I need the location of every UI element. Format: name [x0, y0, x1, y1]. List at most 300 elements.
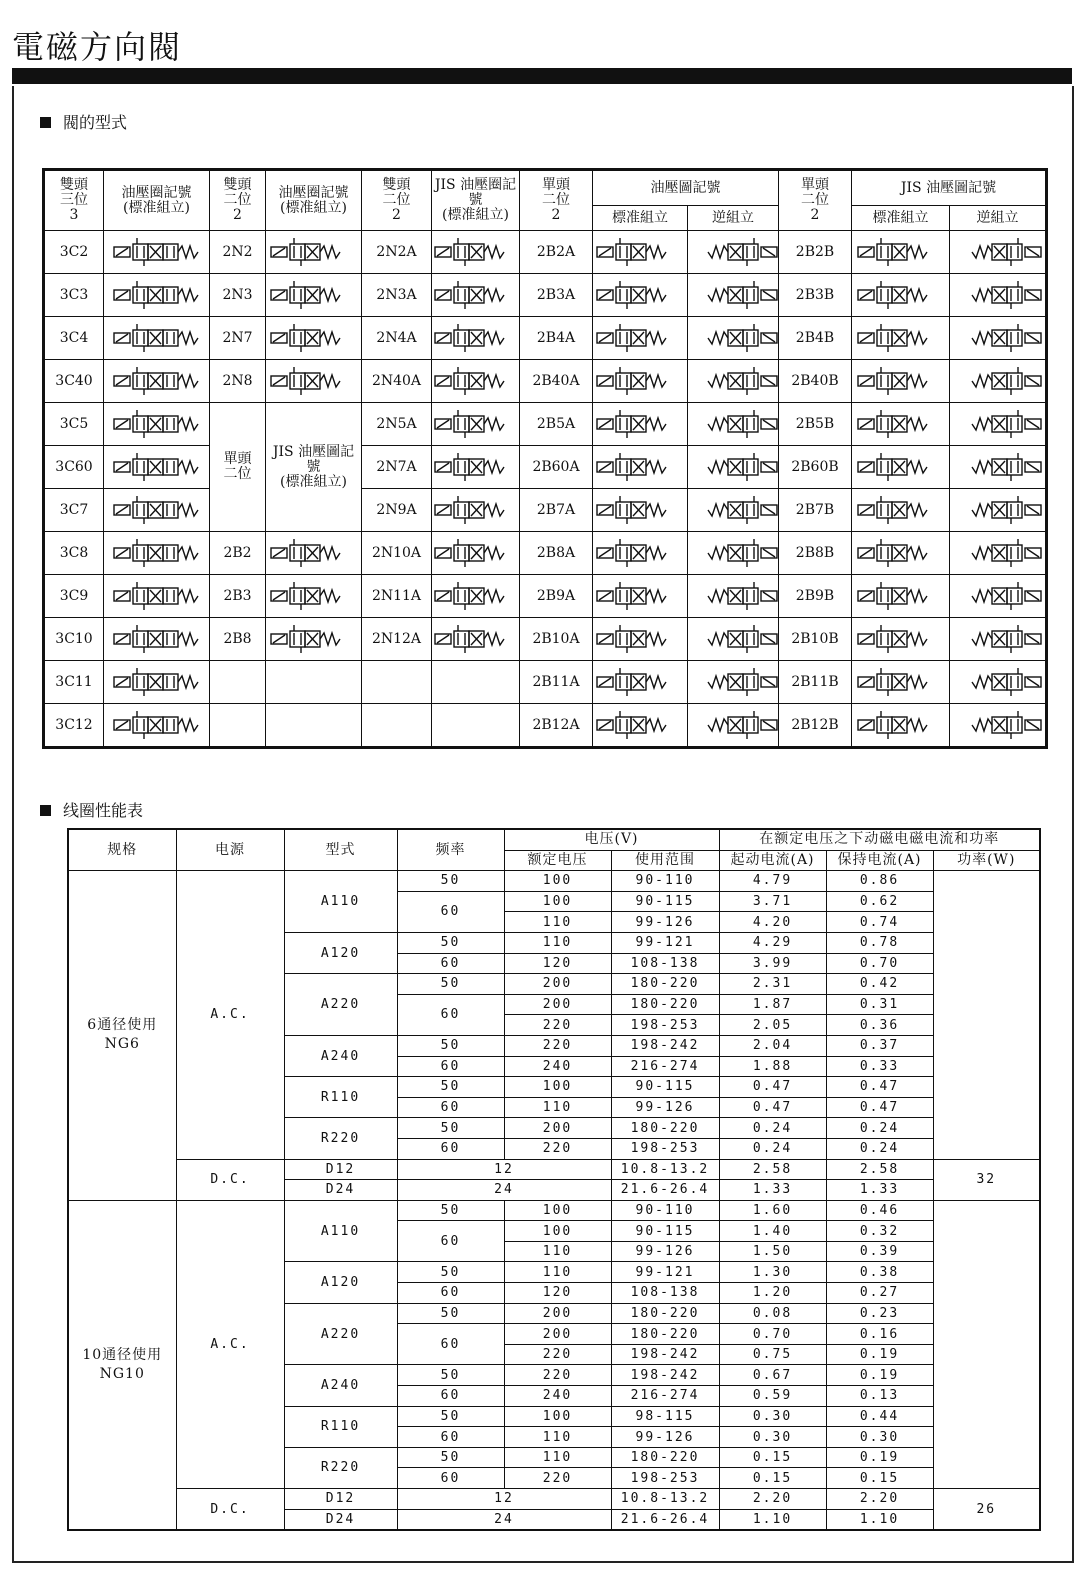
hold-current: 0.47	[826, 1097, 933, 1118]
frequency: 50	[397, 1118, 504, 1139]
rated-voltage: 110	[504, 1241, 611, 1262]
rated-voltage: 120	[504, 1283, 611, 1304]
valve-symbol-icon	[952, 664, 1044, 700]
hold-current: 0.36	[826, 1015, 933, 1036]
valve-symbol-icon	[111, 406, 203, 442]
header-power: 电源	[176, 829, 284, 871]
valve-symbol-icon	[594, 621, 686, 657]
spec-cell	[68, 871, 176, 1201]
hold-current: 0.74	[826, 912, 933, 933]
header-symbol-std	[266, 170, 362, 231]
hold-current: 2.58	[826, 1159, 933, 1180]
valve-symbol-cell	[266, 317, 362, 360]
header-jis-symbol-group: JIS 油壓圖記號	[852, 170, 1047, 206]
header-symbol-group: 油壓圖記號	[593, 170, 779, 206]
start-current: 0.67	[719, 1365, 826, 1386]
start-current: 0.24	[719, 1118, 826, 1139]
model-2na: 2N10A	[362, 532, 432, 575]
hold-current: 1.33	[826, 1180, 933, 1201]
rated-voltage: 200	[504, 994, 611, 1015]
valve-symbol-icon	[855, 234, 947, 270]
model-2na: 2N5A	[362, 403, 432, 446]
valve-symbol-icon	[594, 535, 686, 571]
rated-voltage: 200	[504, 974, 611, 995]
rated-voltage: 220	[504, 1468, 611, 1489]
model-2ba: 2B10A	[520, 618, 593, 661]
valve-symbol-cell	[950, 403, 1047, 446]
valve-symbol-icon	[432, 578, 520, 614]
hold-current: 0.44	[826, 1406, 933, 1427]
model-2ba: 2B12A	[520, 704, 593, 748]
start-current: 4.20	[719, 912, 826, 933]
model-2n: 2N8	[210, 360, 266, 403]
valve-symbol-icon	[111, 492, 203, 528]
valve-symbol-icon	[594, 707, 686, 743]
valve-header-row	[44, 170, 1047, 206]
hold-current: 0.70	[826, 953, 933, 974]
valve-symbol-cell	[688, 360, 779, 403]
voltage-range: 108-138	[611, 953, 719, 974]
valve-row	[44, 274, 1047, 317]
rated-voltage: 100	[504, 1200, 611, 1221]
valve-symbol-cell	[104, 661, 210, 704]
power-dc: D.C.	[176, 1489, 284, 1531]
valve-symbol-cell	[266, 274, 362, 317]
header-symbol-std-line: 油壓圈記號	[278, 184, 349, 201]
valve-symbol-cell	[688, 704, 779, 748]
valve-symbol-cell	[104, 618, 210, 661]
valve-symbol-icon	[688, 363, 779, 399]
header-double-2pos-line: 雙頭	[382, 177, 411, 193]
coil-type: D12	[284, 1489, 397, 1510]
valve-symbol-cell	[688, 618, 779, 661]
hold-current: 0.33	[826, 1056, 933, 1077]
valve-symbol-icon	[432, 277, 520, 313]
header-double-2pos	[362, 170, 432, 231]
header-voltage: 电压(V)	[504, 829, 719, 850]
valve-symbol-cell	[266, 231, 362, 274]
valve-symbol-icon	[268, 363, 360, 399]
valve-symbol-icon	[952, 406, 1044, 442]
start-current: 0.47	[719, 1077, 826, 1098]
start-current: 0.47	[719, 1097, 826, 1118]
valve-symbol-icon	[111, 234, 203, 270]
valve-symbol-cell	[688, 403, 779, 446]
model-2na: 2N9A	[362, 489, 432, 532]
coil-header-row	[68, 829, 1040, 850]
voltage-range: 99-126	[611, 1241, 719, 1262]
header-power-watt: 功率(W)	[933, 850, 1040, 871]
valve-symbol-icon	[594, 578, 686, 614]
valve-symbol-icon	[688, 449, 779, 485]
model-2ba: 2B4A	[520, 317, 593, 360]
valve-symbol-cell	[950, 532, 1047, 575]
model-3c: 3C40	[44, 360, 104, 403]
valve-symbol-cell	[688, 446, 779, 489]
voltage-range: 180-220	[611, 1303, 719, 1324]
rated-voltage: 110	[504, 912, 611, 933]
valve-symbol-icon	[594, 363, 686, 399]
valve-symbol-cell	[950, 317, 1047, 360]
valve-symbol-cell	[688, 489, 779, 532]
rated-voltage: 100	[504, 891, 611, 912]
start-current: 4.29	[719, 932, 826, 953]
voltage-range: 180-220	[611, 1324, 719, 1345]
valve-symbol-cell	[950, 231, 1047, 274]
voltage-range: 198-242	[611, 1365, 719, 1386]
rated-voltage: 220	[504, 1015, 611, 1036]
jis-note	[266, 403, 362, 532]
voltage-range: 99-121	[611, 932, 719, 953]
coil-type: A120	[284, 932, 397, 973]
header-single-2pos-line: 單頭	[801, 177, 829, 193]
start-current: 2.20	[719, 1489, 826, 1510]
header-single-2pos-line: 二位	[801, 192, 829, 208]
rated-voltage: 120	[504, 953, 611, 974]
hold-current: 0.42	[826, 974, 933, 995]
valve-row	[44, 618, 1047, 661]
header-reverse: 逆組立	[688, 206, 779, 231]
rated-voltage: 100	[504, 1406, 611, 1427]
model-2ba: 2B60A	[520, 446, 593, 489]
header-single-2pos-line: 單頭	[542, 177, 570, 193]
valve-symbol-cell	[432, 575, 520, 618]
voltage-range: 21.6-26.4	[611, 1180, 719, 1201]
model-2ba: 2B8A	[520, 532, 593, 575]
start-current: 0.08	[719, 1303, 826, 1324]
rated-voltage: 100	[504, 1077, 611, 1098]
header-double-2pos-line: 二位	[382, 192, 411, 208]
model-3c: 3C11	[44, 661, 104, 704]
valve-symbol-icon	[432, 492, 520, 528]
model-2bb: 2B9B	[779, 575, 852, 618]
start-current: 0.59	[719, 1386, 826, 1407]
valve-symbol-icon	[432, 621, 520, 657]
model-2bb: 2B12B	[779, 704, 852, 748]
coil-row	[68, 871, 1040, 892]
valve-type-table	[42, 168, 1048, 749]
header-rated-voltage: 额定电压	[504, 850, 611, 871]
voltage-range: 216-274	[611, 1056, 719, 1077]
valve-symbol-icon	[952, 535, 1044, 571]
hold-current: 0.32	[826, 1221, 933, 1242]
frequency: 50	[397, 871, 504, 892]
valve-symbol-cell	[104, 575, 210, 618]
header-jis-symbol-std-line: JIS 油壓圈記號	[434, 177, 517, 208]
model-2ba: 2B40A	[520, 360, 593, 403]
valve-symbol-cell	[593, 575, 688, 618]
frequency: 60	[397, 891, 504, 932]
start-current: 0.75	[719, 1344, 826, 1365]
hold-current: 0.86	[826, 871, 933, 892]
rated-voltage: 12	[397, 1489, 611, 1510]
start-current: 0.15	[719, 1447, 826, 1468]
valve-symbol-cell	[432, 231, 520, 274]
model-2bb: 2B10B	[779, 618, 852, 661]
valve-symbol-icon	[952, 277, 1044, 313]
valve-symbol-cell	[950, 489, 1047, 532]
hold-current: 0.23	[826, 1303, 933, 1324]
valve-symbol-icon	[855, 320, 947, 356]
header-double-3pos-line: 雙頭	[60, 177, 88, 193]
valve-symbol-cell	[688, 231, 779, 274]
valve-symbol-cell	[852, 231, 950, 274]
valve-symbol-icon	[594, 277, 686, 313]
valve-symbol-icon	[688, 578, 779, 614]
voltage-range: 99-126	[611, 1427, 719, 1448]
square-bullet-icon	[40, 117, 51, 128]
valve-symbol-icon	[432, 535, 520, 571]
start-current: 0.30	[719, 1406, 826, 1427]
hold-current: 2.20	[826, 1489, 933, 1510]
valve-row	[44, 317, 1047, 360]
valve-symbol-icon	[432, 406, 520, 442]
coil-performance-table	[67, 828, 1041, 1531]
start-current: 1.60	[719, 1200, 826, 1221]
single-2pos-note-line: 二位	[223, 466, 252, 482]
valve-symbol-cell	[432, 403, 520, 446]
coil-type: A220	[284, 1303, 397, 1365]
hold-current: 0.31	[826, 994, 933, 1015]
valve-symbol-cell	[852, 661, 950, 704]
valve-symbol-icon	[268, 234, 360, 270]
coil-type: A110	[284, 1200, 397, 1262]
valve-symbol-cell	[593, 618, 688, 661]
model-3c: 3C12	[44, 704, 104, 748]
model-2bb: 2B7B	[779, 489, 852, 532]
hold-current: 0.78	[826, 932, 933, 953]
model-2na: 2N3A	[362, 274, 432, 317]
frequency: 50	[397, 1262, 504, 1283]
model-2ba: 2B7A	[520, 489, 593, 532]
valve-row	[44, 575, 1047, 618]
model-3c: 3C2	[44, 231, 104, 274]
rated-voltage: 100	[504, 871, 611, 892]
valve-symbol-cell	[593, 661, 688, 704]
header-frequency: 频率	[397, 829, 504, 871]
valve-symbol-cell	[852, 489, 950, 532]
valve-symbol-icon	[855, 621, 947, 657]
valve-symbol-icon	[688, 277, 779, 313]
hold-current: 0.24	[826, 1118, 933, 1139]
coil-type: A240	[284, 1365, 397, 1406]
header-symbol-std-line: (標准組立)	[123, 199, 190, 216]
valve-symbol-icon	[688, 320, 779, 356]
valve-symbol-icon	[688, 664, 779, 700]
valve-symbol-icon	[432, 363, 520, 399]
valve-symbol-cell	[593, 489, 688, 532]
hold-current: 0.16	[826, 1324, 933, 1345]
spec-cell	[68, 1200, 176, 1530]
rated-voltage: 24	[397, 1180, 611, 1201]
valve-symbol-cell	[852, 274, 950, 317]
valve-symbol-cell	[432, 532, 520, 575]
valve-symbol-icon	[952, 449, 1044, 485]
header-double-3pos-line: 3	[69, 207, 79, 223]
header-current-group: 在额定电压之下动磁电磁电流和功率	[719, 829, 1040, 850]
coil-type: R220	[284, 1118, 397, 1159]
voltage-range: 198-253	[611, 1468, 719, 1489]
valve-symbol-icon	[268, 535, 360, 571]
voltage-range: 90-115	[611, 891, 719, 912]
valve-symbol-icon	[111, 363, 203, 399]
valve-symbol-cell	[432, 618, 520, 661]
valve-row	[44, 661, 1047, 704]
frequency: 50	[397, 1406, 504, 1427]
model-2n: 2N7	[210, 317, 266, 360]
rated-voltage: 200	[504, 1303, 611, 1324]
valve-symbol-icon	[688, 707, 779, 743]
valve-symbol-cell	[950, 274, 1047, 317]
empty-cell	[266, 661, 362, 704]
model-2n: 2B3	[210, 575, 266, 618]
header-type: 型式	[284, 829, 397, 871]
valve-symbol-icon	[688, 621, 779, 657]
frequency: 50	[397, 932, 504, 953]
start-current: 0.70	[719, 1324, 826, 1345]
hold-current: 0.19	[826, 1344, 933, 1365]
valve-symbol-cell	[266, 360, 362, 403]
header-jis-symbol-std	[432, 170, 520, 231]
valve-symbol-icon	[855, 707, 947, 743]
valve-symbol-cell	[432, 274, 520, 317]
frequency: 50	[397, 1035, 504, 1056]
valve-symbol-cell	[266, 575, 362, 618]
header-double-2pos-line: 2	[233, 207, 242, 223]
start-current: 4.79	[719, 871, 826, 892]
valve-symbol-icon	[432, 320, 520, 356]
valve-symbol-cell	[688, 274, 779, 317]
valve-symbol-cell	[104, 317, 210, 360]
voltage-range: 90-115	[611, 1077, 719, 1098]
valve-symbol-cell	[104, 360, 210, 403]
empty-cell	[266, 704, 362, 748]
voltage-range: 90-115	[611, 1221, 719, 1242]
model-2ba: 2B2A	[520, 231, 593, 274]
header-double-3pos-line: 三位	[60, 192, 88, 208]
frequency: 50	[397, 1447, 504, 1468]
rated-voltage: 220	[504, 1035, 611, 1056]
frequency: 50	[397, 1200, 504, 1221]
valve-symbol-icon	[952, 578, 1044, 614]
start-current: 1.10	[719, 1509, 826, 1530]
valve-symbol-icon	[268, 277, 360, 313]
valve-row	[44, 403, 1047, 446]
model-2bb: 2B5B	[779, 403, 852, 446]
coil-type: R220	[284, 1447, 397, 1488]
rated-voltage: 200	[504, 1118, 611, 1139]
hold-current: 0.30	[826, 1427, 933, 1448]
frequency: 60	[397, 1097, 504, 1118]
power-ac: A.C.	[176, 871, 284, 1159]
valve-symbol-cell	[593, 446, 688, 489]
valve-symbol-icon	[688, 406, 779, 442]
rated-voltage: 220	[504, 1138, 611, 1159]
valve-symbol-icon	[111, 621, 203, 657]
valve-symbol-cell	[688, 661, 779, 704]
jis-note-line: (標准組立)	[280, 473, 347, 490]
valve-symbol-cell	[950, 661, 1047, 704]
valve-symbol-cell	[852, 618, 950, 661]
start-current: 2.05	[719, 1015, 826, 1036]
rated-voltage: 240	[504, 1386, 611, 1407]
valve-symbol-icon	[855, 578, 947, 614]
hold-current: 0.62	[826, 891, 933, 912]
header-reverse: 逆組立	[950, 206, 1047, 231]
power-watt-empty	[933, 1200, 1040, 1488]
valve-symbol-cell	[688, 575, 779, 618]
valve-symbol-cell	[432, 489, 520, 532]
voltage-range: 198-253	[611, 1138, 719, 1159]
valve-symbol-icon	[594, 449, 686, 485]
frequency: 50	[397, 1365, 504, 1386]
start-current: 1.88	[719, 1056, 826, 1077]
rated-voltage: 110	[504, 1427, 611, 1448]
valve-symbol-icon	[268, 621, 360, 657]
header-symbol-std-line: (標准組立)	[280, 199, 347, 216]
valve-symbol-cell	[852, 403, 950, 446]
hold-current: 0.39	[826, 1241, 933, 1262]
rated-voltage: 220	[504, 1344, 611, 1365]
hold-current: 0.38	[826, 1262, 933, 1283]
rated-voltage: 110	[504, 1447, 611, 1468]
valve-symbol-cell	[104, 403, 210, 446]
frequency: 60	[397, 1386, 504, 1407]
valve-symbol-icon	[952, 707, 1044, 743]
single-2pos-note	[210, 403, 266, 532]
hold-current: 0.19	[826, 1447, 933, 1468]
start-current: 2.31	[719, 974, 826, 995]
rated-voltage: 24	[397, 1509, 611, 1530]
single-2pos-note-line: 單頭	[223, 451, 252, 467]
valve-symbol-icon	[594, 492, 686, 528]
model-2ba: 2B11A	[520, 661, 593, 704]
model-2ba: 2B9A	[520, 575, 593, 618]
model-3c: 3C7	[44, 489, 104, 532]
frequency: 50	[397, 1303, 504, 1324]
empty-cell	[210, 661, 266, 704]
voltage-range: 98-115	[611, 1406, 719, 1427]
coil-type: A220	[284, 974, 397, 1036]
valve-symbol-icon	[952, 234, 1044, 270]
coil-row	[68, 1489, 1040, 1510]
valve-symbol-icon	[855, 277, 947, 313]
frequency: 60	[397, 1324, 504, 1365]
model-2bb: 2B60B	[779, 446, 852, 489]
valve-symbol-icon	[111, 664, 203, 700]
hold-current: 0.15	[826, 1468, 933, 1489]
valve-symbol-icon	[952, 363, 1044, 399]
voltage-range: 10.8-13.2	[611, 1489, 719, 1510]
voltage-range: 180-220	[611, 1447, 719, 1468]
valve-symbol-icon	[855, 492, 947, 528]
voltage-range: 198-242	[611, 1035, 719, 1056]
model-2n: 2N2	[210, 231, 266, 274]
valve-row	[44, 532, 1047, 575]
frequency: 50	[397, 974, 504, 995]
voltage-range: 108-138	[611, 1283, 719, 1304]
valve-symbol-icon	[111, 578, 203, 614]
valve-symbol-cell	[432, 360, 520, 403]
rated-voltage: 12	[397, 1159, 611, 1180]
rated-voltage: 110	[504, 1097, 611, 1118]
valve-symbol-cell	[593, 532, 688, 575]
valve-symbol-cell	[852, 360, 950, 403]
empty-cell	[210, 704, 266, 748]
coil-type: R110	[284, 1406, 397, 1447]
hold-current: 0.24	[826, 1138, 933, 1159]
model-2na: 2N2A	[362, 231, 432, 274]
